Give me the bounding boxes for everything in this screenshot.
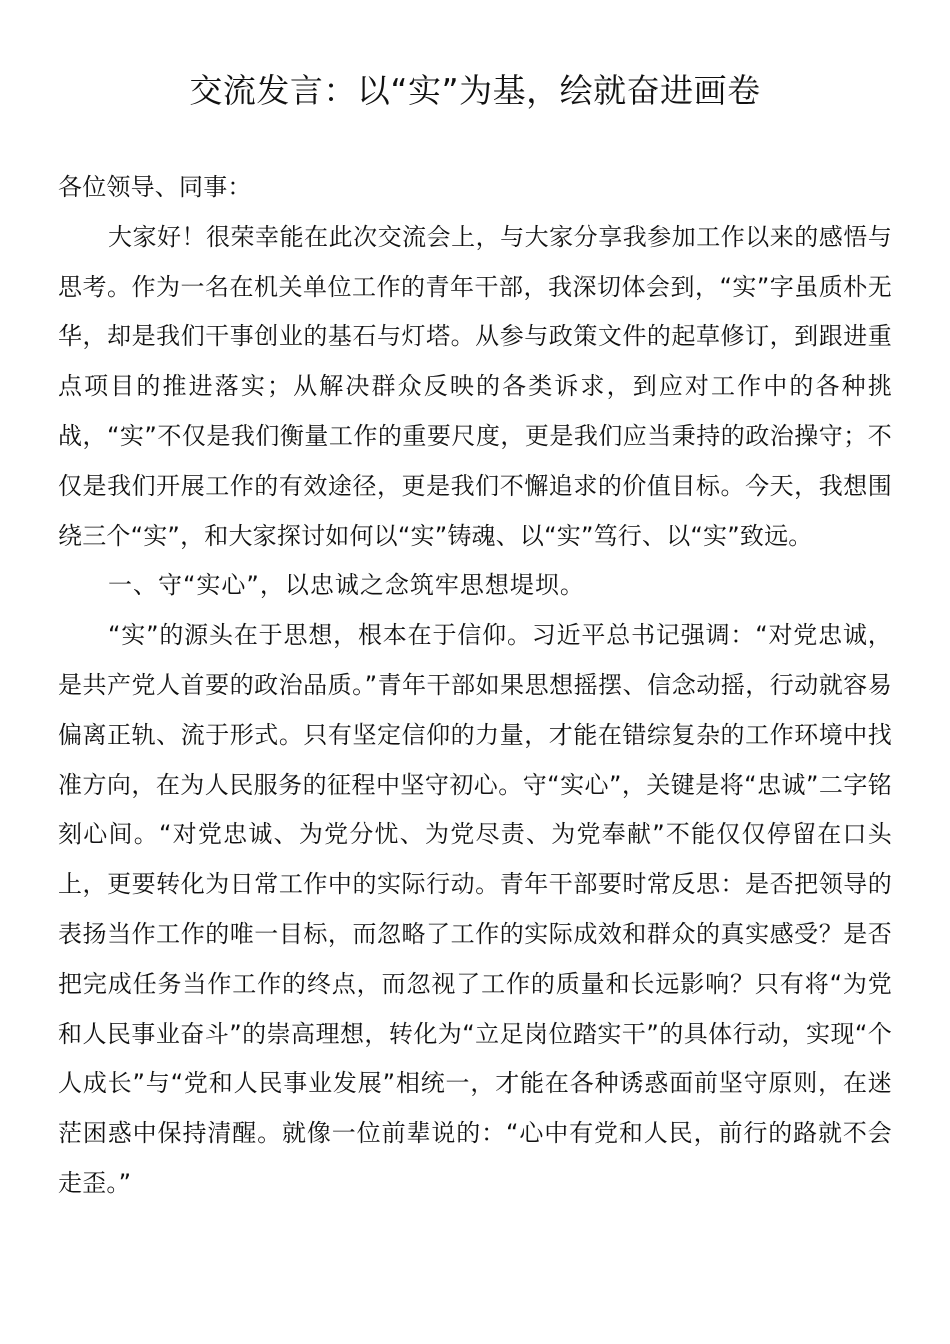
salutation: 各位领导、同事： bbox=[58, 173, 252, 201]
opening-paragraph: 大家好！很荣幸能在此次交流会上，与大家分享我参加工作以来的感悟与思考。作为一名在机关单位工作的青年干部，我深切体会到，“实”字虽质朴无华，却是我们干事创业的基石与灯塔。从参与政策文件的起草修订，到跟进重点项目的推进落实；从解决群众反映的各类诉求，到应对工作中的各种挑战，“实”不仅是我们衡量工作的重要尺度，更是我们应当秉持的政治操守；不仅是我们开展工作的有效途径，更是我们不懈追求的价值目标。今天，我想围绕三个“实”，和大家探讨如何以“实”铸魂、以“实”笃行、以“实”致远。 bbox=[58, 222, 892, 550]
section-1-paragraph: “实”的源头在于思想，根本在于信仰。习近平总书记强调：“对党忠诚，是共产党人首要的政治品质。”青年干部如果思想摇摆、信念动摇，行动就容易偏离正轨、流于形式。只有坚定信仰的力量，才能在错综复杂的工作环境中找准方向，在为人民服务的征程中坚守初心。守“实心”，关键是将“忠诚”二字铭刻心间。“对党忠诚、为党分忧、为党尽责、为党奉献”不能仅仅停留在口头上，更要转化为日常工作中的实际行动。青年干部要时常反思：是否把领导的表扬当作工作的唯一目标，而忽略了工作的实际成效和群众的真实感受？是否把完成任务当作工作的终点，而忽视了工作的质量和长远影响？只有将“为党和人民事业奋斗”的崇高理想，转化为“立足岗位踏实干”的具体行动，实现“个人成长”与“党和人民事业发展”相统一，才能在各种诱惑面前坚守原则，在迷茫困惑中保持清醒。就像一位前辈说的：“心中有党和人民，前行的路就不会走歪。” bbox=[58, 621, 892, 1197]
section-heading-1: 一、守“实心”，以忠诚之念筑牢思想堤坝。 bbox=[108, 571, 585, 600]
document-body bbox=[58, 163, 892, 1209]
document-title: 交流发言：以“实”为基，绘就奋进画卷 bbox=[189, 71, 761, 110]
